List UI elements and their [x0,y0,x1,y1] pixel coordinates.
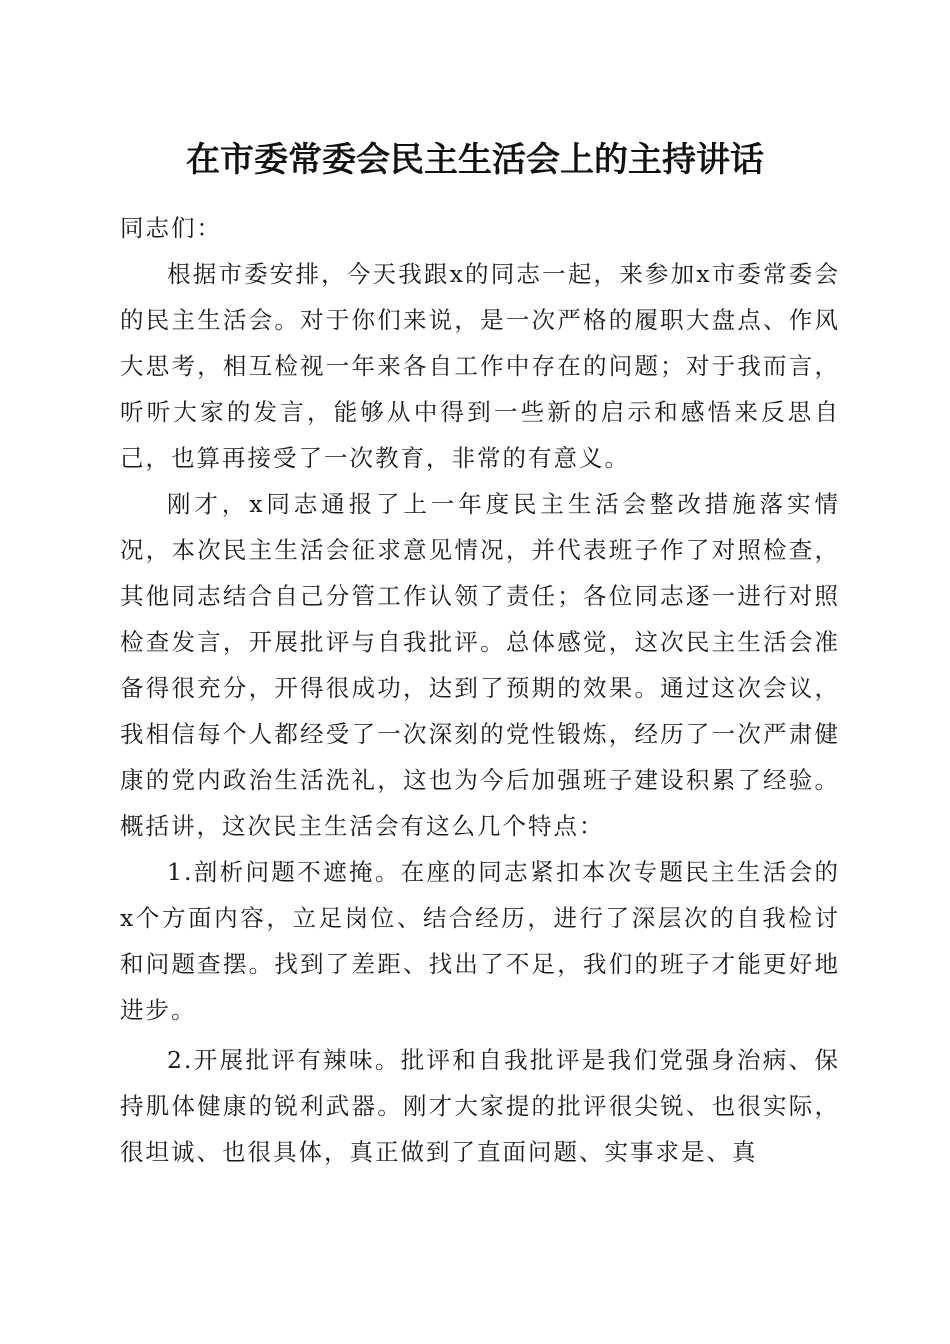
salutation: 同志们： [120,214,222,242]
paragraph-summary: 刚才，x同志通报了上一年度民主生活会整改措施落实情况，本次民主生活会征求意见情况，并代表班子作了对照检查，其他同志结合自己分管工作认领了责任；各位同志逐一进行对照检查发言，开展批评与自我批评。总体感觉，这次民主生活会准备得很充分，开得很成功，达到了预期的效果。通过这次会议，我相信每个人都经受了一次深刻的党性锻炼，经历了一次严肃健康的党内政治生活洗礼，这也为今后加强班子建设积累了经验。概括讲，这次民主生活会有这么几个特点： [120,490,840,840]
document-title: 在市委常委会民主生活会上的主持讲话 [186,140,764,180]
document-body [120,205,840,1175]
paragraph-point-2: 2.开展批评有辣味。批评和自我批评是我们党强身治病、保持肌体健康的锐利武器。刚才大家提的批评很尖锐、也很实际，很坦诚、也很具体，真正做到了直面问题、实事求是、真 [120,1046,840,1166]
paragraph-point-1: 1.剖析问题不遮掩。在座的同志紧扣本次专题民主生活会的x个方面内容，立足岗位、结合经历，进行了深层次的自我检讨和问题查摆。找到了差距、找出了不足，我们的班子才能更好地进步。 [120,858,840,1024]
paragraph-intro: 根据市委安排，今天我跟x的同志一起，来参加x市委常委会的民主生活会。对于你们来说，是一次严格的履职大盘点、作风大思考，相互检视一年来各自工作中存在的问题；对于我而言，听听大家的发言，能够从中得到一些新的启示和感悟来反思自己，也算再接受了一次教育，非常的有意义。 [120,260,840,472]
